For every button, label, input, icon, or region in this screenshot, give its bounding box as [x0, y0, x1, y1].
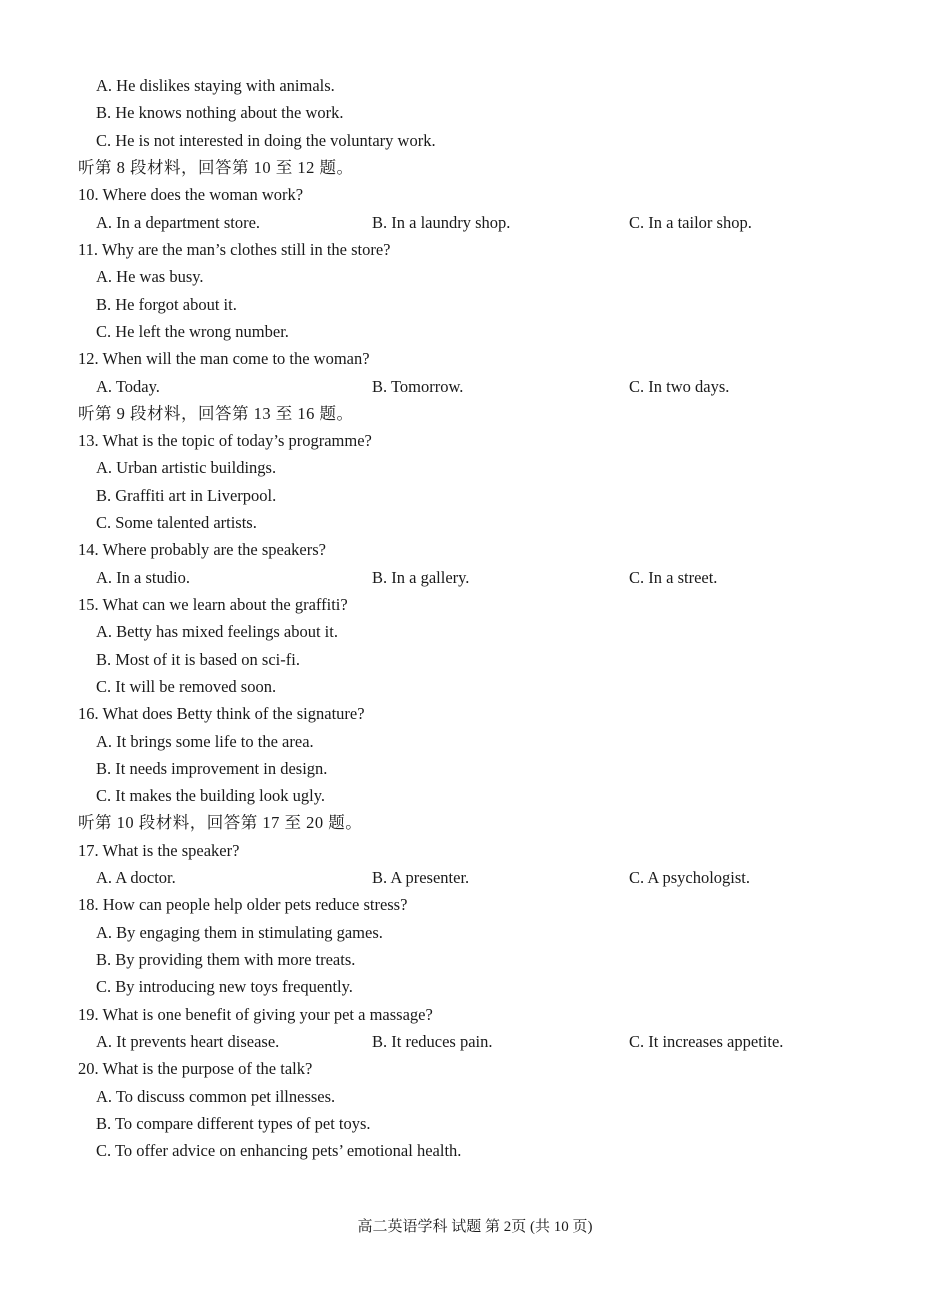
question-10: 10. Where does the woman work?	[78, 185, 304, 204]
option-16-a: A. It brings some life to the area.	[96, 732, 314, 751]
question-12: 12. When will the man come to the woman?	[78, 349, 370, 368]
option-19-a: A. It prevents heart disease.	[96, 1032, 280, 1051]
option-11-a: A. He was busy.	[96, 267, 204, 286]
option-20-a: A. To discuss common pet illnesses.	[96, 1087, 336, 1106]
option-20-b: B. To compare different types of pet toys.	[96, 1114, 371, 1133]
option-18-a: A. By engaging them in stimulating games.	[96, 923, 383, 942]
option-9-a: A. He dislikes staying with animals.	[96, 76, 335, 95]
option-9-b: B. He knows nothing about the work.	[96, 103, 344, 122]
option-20-c: C. To offer advice on enhancing pets’ emotional health.	[96, 1141, 462, 1160]
question-13: 13. What is the topic of today’s programme?	[78, 431, 372, 450]
option-18-c: C. By introducing new toys frequently.	[96, 977, 353, 996]
option-17-c: C. A psychologist.	[629, 868, 751, 887]
question-20: 20. What is the purpose of the talk?	[78, 1059, 313, 1078]
option-19-b: B. It reduces pain.	[372, 1032, 493, 1051]
question-11: 11. Why are the man’s clothes still in the store?	[78, 240, 391, 259]
option-13-c: C. Some talented artists.	[96, 513, 257, 532]
option-12-c: C. In two days.	[629, 377, 730, 396]
section-heading-10: 听第 10 段材料，回答第 17 至 20 题。	[78, 813, 363, 832]
option-12-a: A. Today.	[96, 377, 160, 396]
option-9-c: C. He is not interested in doing the voluntary work.	[96, 131, 436, 150]
option-10-c: C. In a tailor shop.	[629, 213, 752, 232]
option-15-a: A. Betty has mixed feelings about it.	[96, 622, 338, 641]
question-17: 17. What is the speaker?	[78, 841, 240, 860]
question-19: 19. What is one benefit of giving your pet a massage?	[78, 1005, 433, 1024]
option-17-a: A. A doctor.	[96, 868, 176, 887]
option-14-c: C. In a street.	[629, 568, 718, 587]
option-11-c: C. He left the wrong number.	[96, 322, 289, 341]
option-11-b: B. He forgot about it.	[96, 295, 237, 314]
option-15-c: C. It will be removed soon.	[96, 677, 277, 696]
section-heading-8: 听第 8 段材料，回答第 10 至 12 题。	[78, 158, 354, 177]
option-14-a: A. In a studio.	[96, 568, 190, 587]
option-16-c: C. It makes the building look ugly.	[96, 786, 325, 805]
section-heading-9: 听第 9 段材料，回答第 13 至 16 题。	[78, 404, 354, 423]
option-14-b: B. In a gallery.	[372, 568, 470, 587]
option-15-b: B. Most of it is based on sci-fi.	[96, 650, 300, 669]
option-19-c: C. It increases appetite.	[629, 1032, 784, 1051]
option-18-b: B. By providing them with more treats.	[96, 950, 356, 969]
option-12-b: B. Tomorrow.	[372, 377, 464, 396]
question-14: 14. Where probably are the speakers?	[78, 540, 326, 559]
option-16-b: B. It needs improvement in design.	[96, 759, 328, 778]
option-17-b: B. A presenter.	[372, 868, 470, 887]
page-footer: 高二英语学科 试题 第 2页 (共 10 页)	[357, 1219, 593, 1235]
question-16: 16. What does Betty think of the signature?	[78, 704, 365, 723]
option-10-a: A. In a department store.	[96, 213, 261, 232]
option-13-a: A. Urban artistic buildings.	[96, 458, 277, 477]
option-13-b: B. Graffiti art in Liverpool.	[96, 486, 277, 505]
question-18: 18. How can people help older pets reduce stress?	[78, 895, 408, 914]
question-15: 15. What can we learn about the graffiti?	[78, 595, 348, 614]
option-10-b: B. In a laundry shop.	[372, 213, 511, 232]
